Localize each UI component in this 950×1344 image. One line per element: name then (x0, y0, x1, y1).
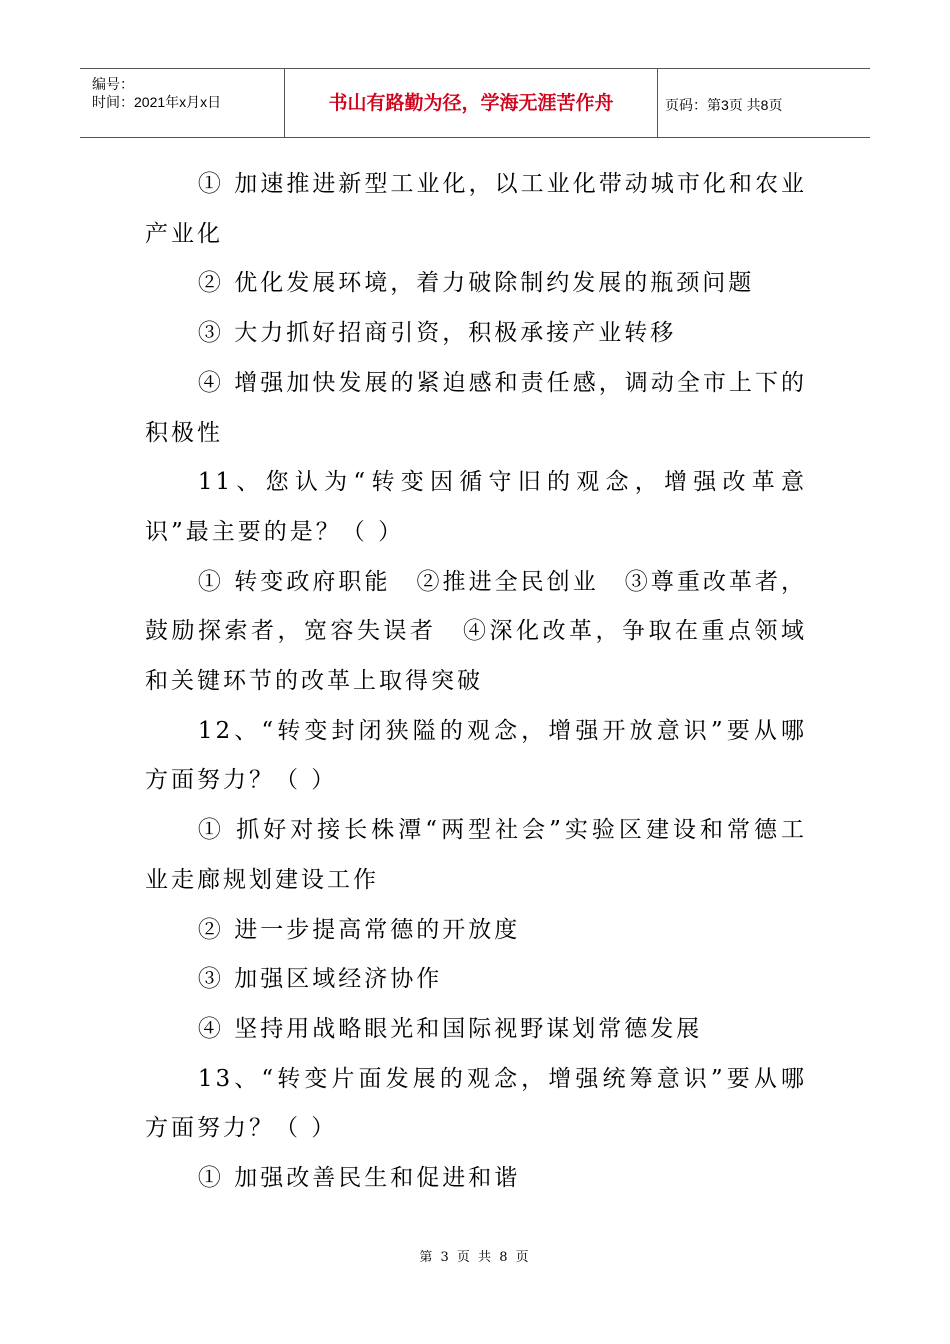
option-paragraph: ② 进一步提高常德的开放度 (197, 916, 521, 943)
option-paragraph: ① 加速推进新型工业化，以工业化带动城市化和农业产业化 (145, 171, 807, 247)
page-footer: 第 3 页 共 8 页 (419, 1250, 531, 1265)
page-header (80, 68, 870, 138)
header-meta-cell (80, 69, 284, 137)
document-body (145, 160, 807, 1204)
option-paragraph: ③ 加强区域经济协作 (197, 966, 443, 993)
header-motto: 书山有路勤为径，学海无涯苦作舟 (328, 92, 614, 114)
option-paragraph: ④ 坚持用战略眼光和国际视野谋划常德发展 (197, 1015, 703, 1042)
question-11-options: ① 转变政府职能 ②推进全民创业 ③尊重改革者，鼓励探索者，宽容失误者 ④深化改革，争取在重点领域和关键环节的改革上取得突破 (145, 568, 807, 695)
header-page-cell (657, 69, 870, 137)
option-paragraph: ② 优化发展环境，着力破除制约发展的瓶颈问题 (197, 270, 755, 297)
question-11: 11、您认为“转变因循守旧的观念，增强改革意识”最主要的是？（ ） (145, 469, 807, 545)
document-date: 时间：2021年x月x日 (92, 94, 222, 110)
header-motto-cell (284, 69, 658, 137)
question-12: 12、“转变封闭狭隘的观念，增强开放意识”要从哪方面努力？（ ） (145, 717, 807, 794)
header-page-info: 页码：第3页 共8页 (665, 97, 783, 113)
document-number-label: 编号： (92, 76, 134, 92)
question-13: 13、“转变片面发展的观念，增强统筹意识”要从哪方面努力？（ ） (145, 1065, 807, 1142)
option-paragraph: ③ 大力抓好招商引资，积极承接产业转移 (197, 320, 677, 347)
option-paragraph: ① 抓好对接长株潭“两型社会”实验区建设和常德工业走廊规划建设工作 (145, 817, 807, 893)
option-paragraph: ① 加强改善民生和促进和谐 (197, 1165, 521, 1192)
option-paragraph: ④ 增强加快发展的紧迫感和责任感，调动全市上下的积极性 (145, 369, 807, 446)
